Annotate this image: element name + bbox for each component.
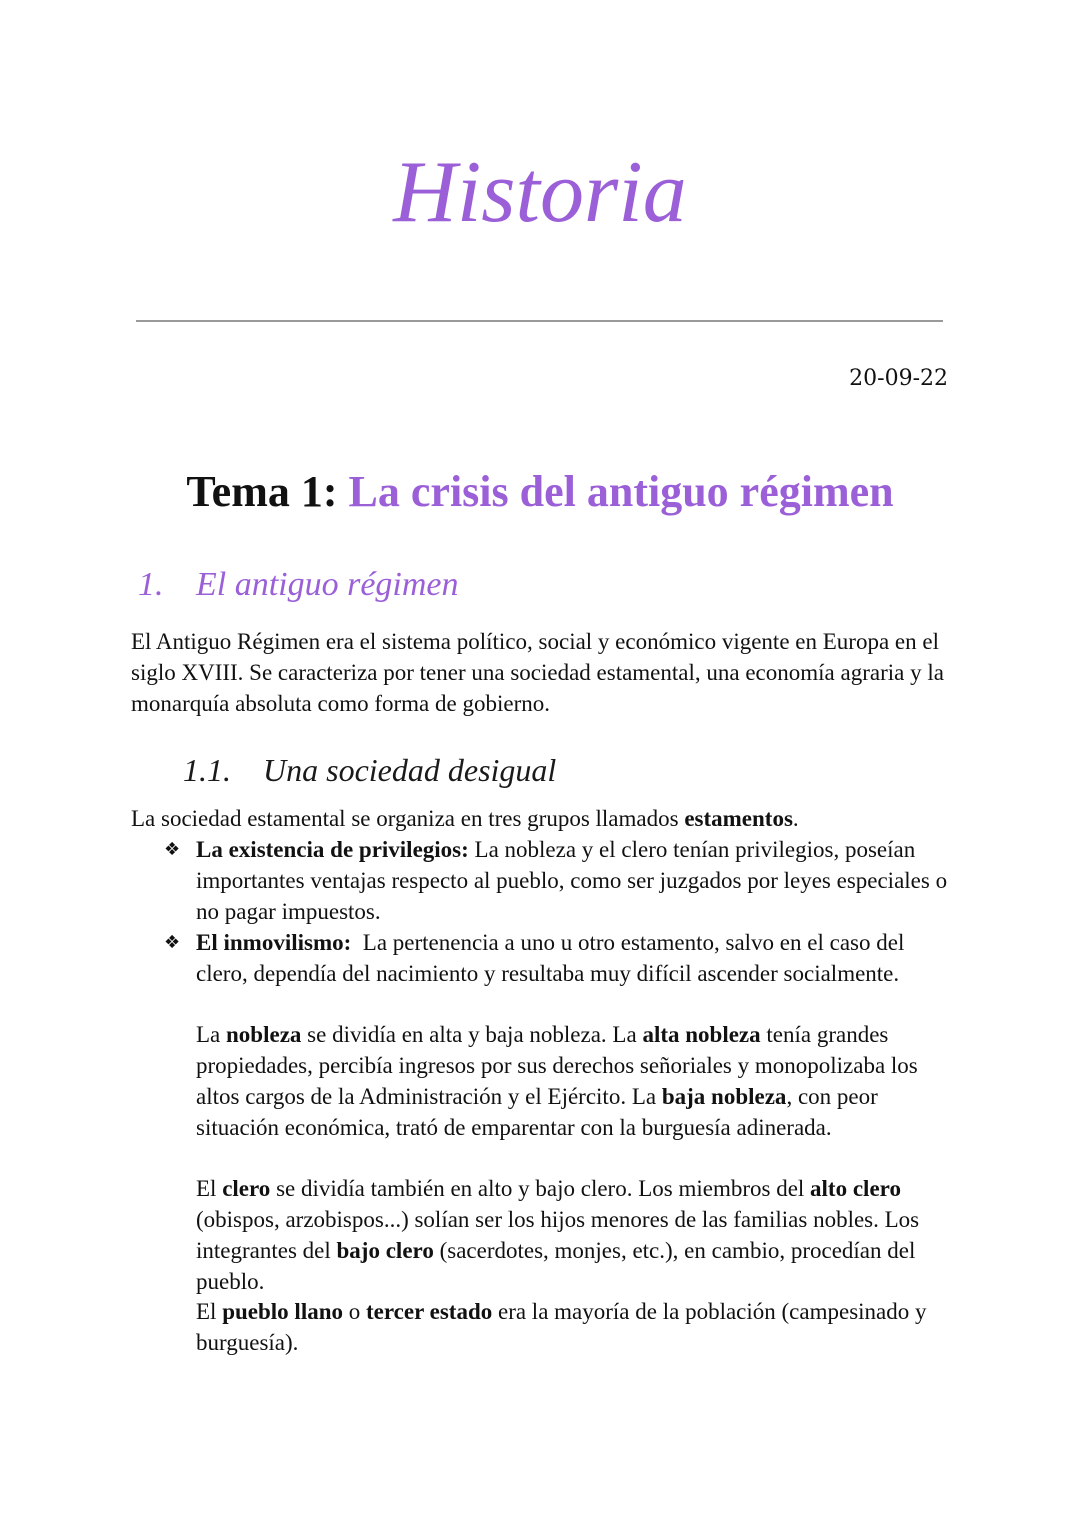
intro-bold-term: estamentos (684, 806, 793, 831)
section-heading (138, 566, 459, 604)
date-label: 20-09-22 (849, 366, 948, 391)
text: (sacerdotes, monjes, etc.), en cambio, procedían del pueblo. (196, 1238, 916, 1294)
list-item (164, 927, 956, 989)
intro-end: . (792, 806, 799, 831)
text: El (196, 1299, 223, 1324)
pueblo-paragraph (196, 1296, 956, 1358)
bold-term: alto clero (810, 1176, 901, 1201)
list-item (164, 834, 956, 927)
text: tenía grandes propiedades, percibía ingresos por sus derechos señoriales y monopolizaba los altos cargos de la Administración y el Ejército. La (196, 1022, 918, 1109)
subsection-number: 1.1. (183, 752, 231, 788)
section-number: 1. (138, 566, 164, 603)
bold-term: alta nobleza (642, 1022, 761, 1047)
title-divider (136, 320, 943, 322)
topic-name: La crisis del antiguo régimen (348, 467, 894, 516)
nobleza-paragraph (196, 1019, 956, 1143)
subsection-intro (131, 803, 951, 834)
bold-term: baja nobleza (661, 1084, 787, 1109)
text: se dividía también en alto y bajo clero. Los miembros del (270, 1176, 811, 1201)
topic-heading (0, 466, 1080, 519)
bold-term: pueblo llano (222, 1299, 343, 1324)
diamond-bullet-icon: ❖ (164, 932, 181, 953)
text: El (196, 1176, 223, 1201)
intro-text: La sociedad estamental se organiza en tres grupos llamados (131, 806, 685, 831)
bullet-text: La nobleza y el clero tenían privilegios, poseían importantes ventajas respecto al pueblo, como ser juzgados por leyes especiales o no pagar impuestos. (196, 837, 948, 924)
subsection-heading (183, 752, 556, 789)
subsection-title: Una sociedad desigual (263, 752, 557, 788)
text: , con peor situación económica, trató de emparentar con la burguesía adinerada. (196, 1084, 878, 1140)
text: La (196, 1022, 227, 1047)
page-title: Historia (393, 144, 687, 241)
bold-term: nobleza (226, 1022, 302, 1047)
bullet-text: La pertenencia a uno u otro estamento, salvo en el caso del clero, dependía del nacimiento y resultaba muy difícil ascender socialmente. (196, 930, 911, 986)
bold-term: clero (222, 1176, 271, 1201)
section-title: El antiguo régimen (196, 566, 459, 603)
section-paragraph: El Antiguo Régimen era el sistema político, social y económico vigente en Europa en el siglo XVIII. Se caracteriza por tener una sociedad estamental, una economía agraria y la monarquía absoluta como forma de gobierno. (131, 629, 944, 716)
diamond-bullet-icon: ❖ (164, 839, 181, 860)
text: o (343, 1299, 366, 1324)
text: se dividía en alta y baja nobleza. La (301, 1022, 643, 1047)
bullet-term: El inmovilismo: (196, 930, 352, 955)
topic-prefix: Tema 1: (186, 467, 338, 516)
bullet-term: La existencia de privilegios: (196, 837, 469, 862)
clero-paragraph (196, 1173, 956, 1297)
bold-term: bajo clero (336, 1238, 434, 1263)
text: era la mayoría de la población (campesinado y burguesía). (196, 1299, 927, 1355)
text: (obispos, arzobispos...) solían ser los hijos menores de las familias nobles. Los integrantes del (196, 1207, 920, 1263)
bold-term: tercer estado (366, 1299, 493, 1324)
